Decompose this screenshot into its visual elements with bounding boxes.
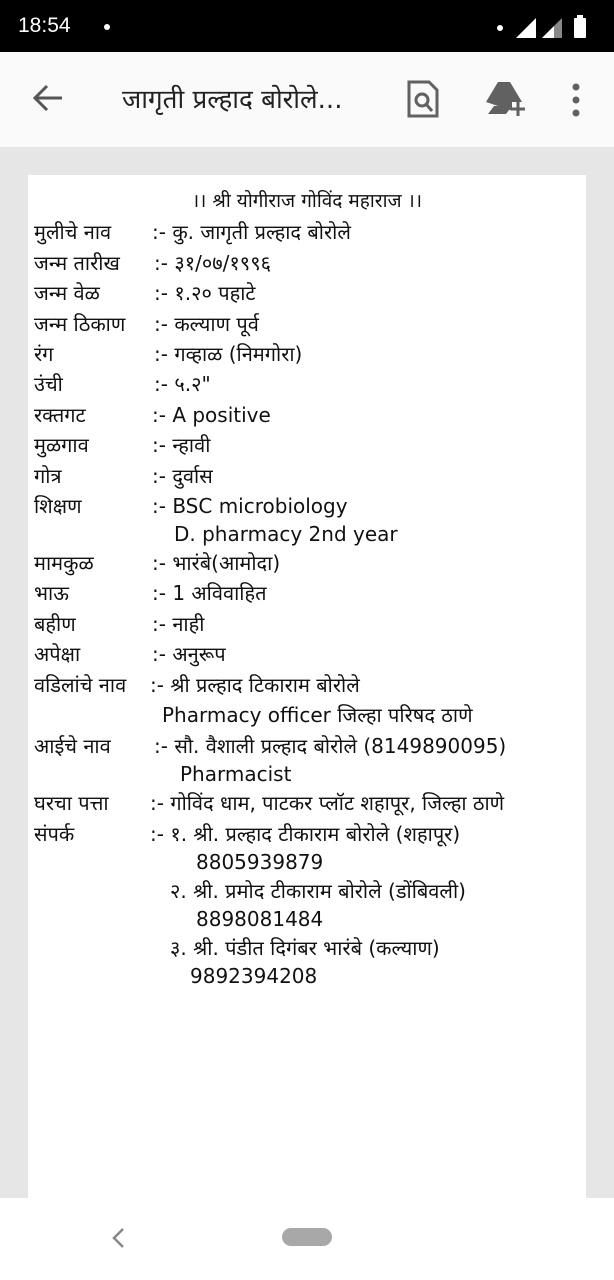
field-value: :- कु. जागृती प्रल्हाद बोरोले — [152, 220, 351, 244]
field-continuation: Pharmacy officer जिल्हा परिषद ठाणे — [162, 703, 473, 727]
field-value: :- गव्हाळ (निमगोरा) — [154, 342, 303, 366]
field-label: संपर्क — [34, 822, 75, 846]
chevron-left-icon[interactable] — [108, 1226, 130, 1250]
field-label: रंग — [34, 342, 54, 366]
status-time: 18:54 — [18, 14, 71, 37]
field-value: :- श्री प्रल्हाद टिकाराम बोरोले — [150, 673, 360, 697]
app-bar — [0, 52, 614, 148]
document-heading: ।। श्री योगीराज गोविंद महाराज ।। — [191, 190, 423, 212]
field-value: :- दुर्वास — [152, 464, 213, 488]
field-value: :- भारंबे(आमोदा) — [152, 551, 281, 575]
field-value: :- १. श्री. प्रल्हाद टीकाराम बोरोले (शहापूर) — [150, 822, 461, 846]
field-value: :- गोविंद धाम, पाटकर प्लॉट शहापूर, जिल्हा ठाणे — [150, 791, 505, 815]
notification-dot-icon — [104, 24, 110, 30]
more-vert-icon[interactable] — [566, 82, 586, 118]
field-label: जन्म तारीख — [34, 251, 120, 275]
dot-icon — [497, 25, 503, 31]
status-icons — [478, 12, 598, 40]
field-label: उंची — [34, 372, 63, 396]
field-label: जन्म ठिकाण — [34, 312, 126, 336]
field-label: शिक्षण — [34, 494, 82, 518]
field-value: :- ३१/०७/१९९६ — [154, 251, 271, 275]
wifi-signal-icon — [516, 18, 536, 38]
field-label: वडिलांचे नाव — [34, 673, 127, 697]
navigation-bar — [0, 1198, 614, 1280]
field-label: अपेक्षा — [34, 642, 81, 666]
field-label: रक्तगट — [34, 403, 86, 427]
field-value: :- १.२० पहाटे — [154, 281, 256, 305]
contact-phone: 8805939879 — [196, 850, 324, 874]
field-label: मुलीचे नाव — [34, 220, 112, 244]
field-value: :- अनुरूप — [152, 642, 226, 666]
home-pill-icon[interactable] — [282, 1228, 332, 1246]
contact-name: ३. श्री. पंडीत दिगंबर भारंबे (कल्याण) — [170, 936, 440, 960]
field-value: :- A positive — [152, 403, 271, 427]
contact-phone: 8898081484 — [196, 907, 324, 931]
field-label: भाऊ — [34, 581, 69, 605]
field-continuation: D. pharmacy 2nd year — [174, 522, 398, 546]
document-page — [28, 175, 586, 1198]
add-to-drive-icon[interactable] — [484, 80, 526, 118]
document-title: जागृती प्रल्हाद बोरोले... — [122, 85, 343, 115]
field-label: मामकुळ — [34, 551, 94, 575]
field-value: :- नाही — [152, 612, 205, 636]
field-label: घरचा पत्ता — [34, 791, 109, 815]
field-label: बहीण — [34, 612, 76, 636]
field-value: :- 1 अविवाहित — [152, 581, 267, 605]
field-value: :- न्हावी — [152, 433, 211, 457]
field-label: गोत्र — [34, 464, 62, 488]
field-value: :- BSC microbiology — [152, 494, 348, 518]
field-label: आईचे नाव — [34, 734, 111, 758]
field-value: :- ५.२" — [154, 372, 211, 396]
field-continuation: Pharmacist — [180, 762, 292, 786]
field-label: मुळगाव — [34, 433, 89, 457]
field-value: :- सौ. वैशाली प्रल्हाद बोरोले (8149890095) — [154, 734, 507, 758]
find-in-page-icon[interactable] — [405, 80, 441, 118]
battery-icon — [574, 18, 586, 38]
arrow-left-icon[interactable] — [30, 80, 66, 116]
contact-phone: 9892394208 — [190, 964, 318, 988]
contact-name: २. श्री. प्रमोद टीकाराम बोरोले (डोंबिवली) — [170, 879, 466, 903]
field-value: :- कल्याण पूर्व — [154, 312, 259, 336]
status-bar — [0, 0, 614, 52]
field-label: जन्म वेळ — [34, 281, 100, 305]
